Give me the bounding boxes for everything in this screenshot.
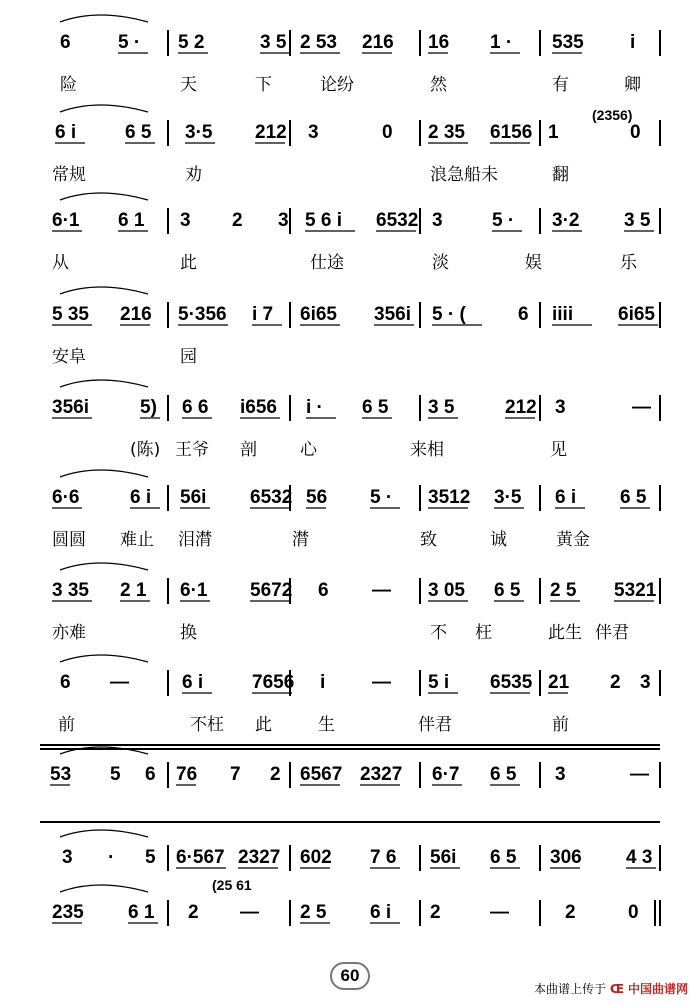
- note-group: 1 ·: [490, 32, 513, 53]
- note-group: 3 5: [260, 32, 287, 53]
- note-group: i656: [240, 397, 277, 418]
- note-group: 6 5: [620, 487, 647, 508]
- note-group: 5 ·: [370, 487, 393, 508]
- note-group: 212: [255, 122, 287, 143]
- lyric-text: 此: [255, 715, 272, 735]
- note-group: 3: [62, 847, 73, 868]
- lyric-text: 险: [60, 75, 77, 95]
- note-group: 56i: [180, 487, 207, 508]
- note-group: 6 i: [555, 487, 577, 508]
- note-group: 6·7: [432, 764, 460, 785]
- slur-mark: [60, 380, 148, 387]
- slur-mark: [60, 563, 148, 570]
- note-group: 2 53: [300, 32, 337, 53]
- note-group: 6532: [250, 487, 293, 508]
- lyric-text: 常规: [52, 165, 86, 185]
- note-group: 6 i: [370, 902, 392, 923]
- lyric-text: 天: [180, 75, 197, 95]
- lyric-text: 不枉: [190, 715, 224, 735]
- note-group: 602: [300, 847, 332, 868]
- lyric-text: 论纷: [320, 75, 354, 95]
- note-group: 6 5: [494, 580, 521, 601]
- note-group: 306: [550, 847, 582, 868]
- slur-mark: [60, 470, 148, 477]
- note-group: 5321: [614, 580, 657, 601]
- note-group: 76: [176, 764, 198, 785]
- note-group: 5: [110, 764, 121, 785]
- lyric-text: 劝: [185, 165, 202, 185]
- lyric-text: 乐: [620, 253, 637, 273]
- note-group: 56: [306, 487, 328, 508]
- slur-mark: [60, 193, 148, 200]
- note-group: 3: [555, 397, 566, 418]
- note-group: i: [630, 32, 636, 53]
- note-group: 535: [552, 32, 584, 53]
- lyric-text: 淡: [432, 253, 449, 273]
- note-group: 6567: [300, 764, 343, 785]
- note-group: 6 i: [182, 672, 204, 693]
- note-group: 356i: [52, 397, 89, 418]
- lyric-text: 娱: [525, 253, 542, 273]
- lyric-text: 剖: [240, 440, 257, 460]
- note-group: 212: [505, 397, 537, 418]
- note-group: 3: [555, 764, 566, 785]
- lyric-text: 换: [180, 623, 197, 643]
- note-group: 16: [428, 32, 450, 53]
- note-group: 5 ·: [118, 32, 141, 53]
- note-group: 2: [232, 210, 243, 231]
- note-group: 6 1: [128, 902, 155, 923]
- lyric-text: 难止: [120, 530, 154, 550]
- note-group: 6 i: [130, 487, 152, 508]
- note-group: 6 5: [490, 764, 517, 785]
- note-group: 4 3: [626, 847, 653, 868]
- note-group: 6i65: [300, 304, 337, 325]
- note-group: 356i: [374, 304, 411, 325]
- note-group: 216: [362, 32, 394, 53]
- note-group: i: [320, 672, 326, 693]
- lyric-text: 不: [430, 623, 447, 643]
- note-group: 1: [548, 122, 559, 143]
- page-number: [330, 962, 370, 990]
- note-group: 2 5: [300, 902, 327, 923]
- lyric-text: 有: [552, 75, 569, 95]
- note-group: 6 1: [118, 210, 145, 231]
- note-group: 53: [50, 764, 72, 785]
- lyric-text: 伴君: [595, 623, 629, 643]
- lyric-text: 前: [552, 715, 569, 735]
- note-group: i ·: [306, 397, 323, 418]
- note-group: 5 ·: [492, 210, 515, 231]
- note-group: 6532: [376, 210, 419, 231]
- lyric-text: 生: [318, 715, 335, 735]
- note-group: 6 5: [125, 122, 152, 143]
- note-group: 5 35: [52, 304, 89, 325]
- note-group: 216: [120, 304, 152, 325]
- note-group: —: [632, 397, 651, 418]
- slur-mark: [60, 830, 148, 837]
- note-group: 3: [180, 210, 191, 231]
- lyric-text: 圆圆: [52, 530, 86, 550]
- note-group: 3 05: [428, 580, 465, 601]
- note-group: iiii: [552, 304, 574, 325]
- note-group: 6·6: [52, 487, 80, 508]
- lyric-text: 从: [52, 253, 69, 273]
- note-group: 6535: [490, 672, 533, 693]
- note-group: 2 35: [428, 122, 465, 143]
- lyric-text: 伴君: [418, 715, 452, 735]
- note-group: 5 6 i: [305, 210, 342, 231]
- note-group: 5672: [250, 580, 293, 601]
- note-group: 6: [518, 304, 529, 325]
- lyric-text: 下: [255, 75, 272, 95]
- lyric-text: 翻: [552, 165, 569, 185]
- note-group: 6 5: [490, 847, 517, 868]
- lyric-text: 致: [420, 530, 437, 550]
- note-group: —: [490, 902, 509, 923]
- note-group: 6: [60, 672, 71, 693]
- note-group: 7: [230, 764, 241, 785]
- note-group: 7 6: [370, 847, 397, 868]
- note-group: 5 i: [428, 672, 450, 693]
- note-group: —: [240, 902, 259, 923]
- note-group: 5: [145, 847, 156, 868]
- footer-credit-text: 本曲谱上传于: [533, 982, 606, 996]
- note-group: 2: [188, 902, 199, 923]
- note-group: 6: [145, 764, 156, 785]
- note-group: 3: [640, 672, 651, 693]
- lyric-text: 仕途: [310, 253, 344, 273]
- note-group: i 7: [252, 304, 274, 325]
- note-group: 2: [610, 672, 621, 693]
- note-group: 235: [52, 902, 84, 923]
- note-group: 6·1: [52, 210, 80, 231]
- lyric-text: 此生: [548, 623, 582, 643]
- slur-mark: [60, 105, 148, 112]
- slur-mark: [60, 655, 148, 662]
- note-group: 3·2: [552, 210, 580, 231]
- lyric-text: 见: [550, 440, 567, 460]
- slur-mark: [60, 885, 148, 892]
- note-group: 5 · (: [432, 304, 466, 325]
- note-group: 6 i: [55, 122, 77, 143]
- note-group: 2327: [360, 764, 403, 785]
- lyric-text: (陈): [130, 440, 161, 460]
- note-group: 6: [318, 580, 329, 601]
- note-group: 56i: [430, 847, 457, 868]
- note-group: 6156: [490, 122, 533, 143]
- lyric-text: 诚: [490, 530, 507, 550]
- lyric-text: 泪潸: [178, 530, 212, 550]
- lyric-text: 安阜: [52, 347, 86, 367]
- note-group: 2: [430, 902, 441, 923]
- annotation-text: (25 61: [212, 877, 252, 893]
- note-group: 6i65: [618, 304, 655, 325]
- lyric-text: 来相: [410, 440, 444, 460]
- note-group: 0: [628, 902, 639, 923]
- annotation-text: (2356): [592, 107, 633, 123]
- footer-site-name[interactable]: 中国曲谱网: [627, 982, 688, 996]
- note-group: 2: [565, 902, 576, 923]
- note-group: 0: [630, 122, 641, 143]
- lyric-text: 卿: [624, 75, 641, 95]
- note-group: 3 35: [52, 580, 89, 601]
- note-group: 3: [432, 210, 443, 231]
- note-group: 5 2: [178, 32, 205, 53]
- lyric-text: 王爷: [175, 440, 209, 460]
- note-group: 6·1: [180, 580, 208, 601]
- page-number-text: 60: [340, 966, 360, 985]
- lyric-text: 枉: [475, 623, 492, 643]
- note-group: 5·356: [178, 304, 227, 325]
- lyric-text: 心: [300, 440, 317, 460]
- note-group: 2 1: [120, 580, 147, 601]
- lyric-text: 然: [430, 75, 447, 95]
- note-group: 7656: [252, 672, 295, 693]
- note-group: 3: [308, 122, 319, 143]
- note-group: 5): [140, 397, 157, 418]
- lyric-text: 前: [58, 715, 75, 735]
- lyric-text: 园: [180, 347, 197, 367]
- slur-mark: [60, 287, 148, 294]
- note-group: —: [630, 764, 649, 785]
- note-group: 3·5: [494, 487, 522, 508]
- note-group: 3 5: [624, 210, 651, 231]
- slur-mark: [60, 15, 148, 22]
- note-group: 2: [270, 764, 281, 785]
- note-group: 2327: [238, 847, 281, 868]
- footer-credit: [534, 980, 688, 997]
- note-group: 3·5: [185, 122, 213, 143]
- note-group: —: [110, 672, 129, 693]
- lyric-text: 此: [180, 253, 197, 273]
- note-group: 2 5: [550, 580, 577, 601]
- note-group: —: [372, 672, 391, 693]
- lyric-text: 亦难: [52, 623, 86, 643]
- note-group: 6·567: [176, 847, 225, 868]
- note-group: 6: [60, 32, 71, 53]
- note-group: 3 5: [428, 397, 455, 418]
- site-logo-icon: Œ: [609, 981, 624, 996]
- note-group: —: [372, 580, 391, 601]
- note-group: ·: [108, 847, 115, 868]
- note-group: 21: [548, 672, 570, 693]
- page-number-badge: [330, 962, 370, 990]
- note-group: 3: [278, 210, 289, 231]
- note-group: 3512: [428, 487, 471, 508]
- lyric-text: 黄金: [556, 530, 590, 550]
- note-group: 6 5: [362, 397, 389, 418]
- note-group: 0: [382, 122, 393, 143]
- lyric-text: 浪急船未: [430, 165, 498, 185]
- note-group: 6 6: [182, 397, 209, 418]
- lyric-text: 潸: [292, 530, 309, 550]
